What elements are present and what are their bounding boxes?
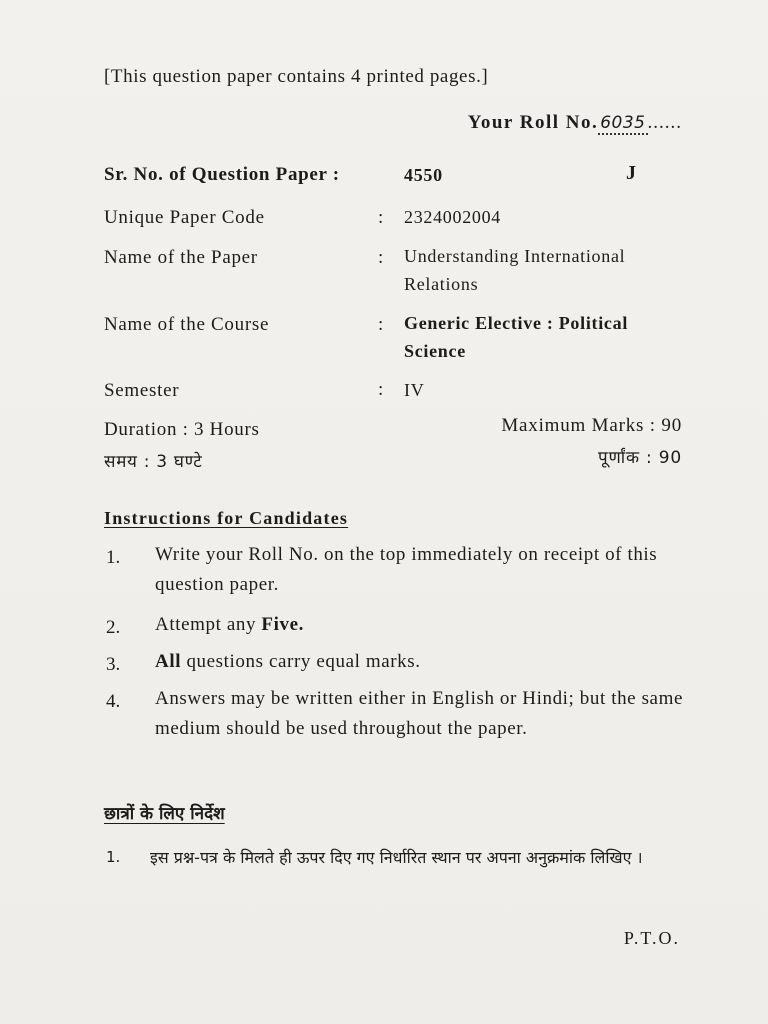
instruction-text: Write your Roll No. on the top immediately on receipt of this question paper. — [155, 544, 658, 595]
instruction-number: 4. — [106, 691, 121, 712]
duration-hindi: समय : 3 घण्टे — [104, 452, 203, 472]
semester-value: IV — [404, 380, 425, 400]
instruction-number: 2. — [106, 617, 121, 638]
instruction-number: 3. — [106, 654, 121, 675]
paper-set-code: J — [626, 162, 636, 184]
page-count-note: [This question paper contains 4 printed pages.] — [104, 66, 489, 87]
maximum-marks-hindi: पूर्णांक : 90 — [598, 448, 682, 468]
colon: : — [378, 207, 384, 228]
instruction-emphasis: All — [155, 651, 182, 672]
unique-paper-code-label: Unique Paper Code — [104, 207, 265, 228]
maximum-marks-english: Maximum Marks : 90 — [501, 415, 682, 436]
roll-number-line — [468, 112, 682, 134]
paper-name-label: Name of the Paper — [104, 247, 258, 268]
semester-label: Semester — [104, 380, 180, 401]
hindi-instructions-heading: छात्रों के लिए निर्देश — [104, 804, 225, 824]
please-turn-over: P.T.O. — [623, 928, 680, 948]
instruction-text — [155, 647, 685, 677]
roll-number-handwritten: 6035 — [600, 113, 646, 133]
instructions-heading: Instructions for Candidates — [104, 508, 349, 528]
colon: : — [378, 379, 384, 400]
course-name-label: Name of the Course — [104, 314, 270, 335]
sr-no-label: Sr. No. of Question Paper : — [104, 164, 340, 185]
duration-english: Duration : 3 Hours — [104, 419, 260, 440]
colon: : — [378, 314, 384, 335]
instruction-text — [155, 610, 685, 640]
hindi-instruction-text: इस प्रश्न-पत्र के मिलते ही ऊपर दिए गए निर्धारित स्थान पर अपना अनुक्रमांक लिखिए । — [150, 848, 643, 867]
instruction-text-part: Attempt any — [155, 614, 262, 635]
roll-number-dots: ...... — [647, 112, 682, 133]
instruction-number: 1. — [106, 547, 121, 568]
instruction-text: Answers may be written either in English or Hindi; but the same medium should be used throughout the paper. — [155, 688, 684, 739]
course-name-value: Generic Elective : Political Science — [404, 313, 629, 361]
instruction-emphasis: Five. — [261, 614, 304, 635]
sr-no-value: 4550 — [404, 165, 443, 185]
roll-number-label: Your Roll No. — [467, 112, 599, 133]
colon: : — [378, 247, 384, 268]
unique-paper-code-value: 2324002004 — [404, 207, 501, 227]
paper-name-value: Understanding International Relations — [404, 246, 626, 294]
hindi-instruction-number: 1. — [106, 848, 121, 866]
instruction-text-part: questions carry equal marks. — [181, 651, 421, 672]
